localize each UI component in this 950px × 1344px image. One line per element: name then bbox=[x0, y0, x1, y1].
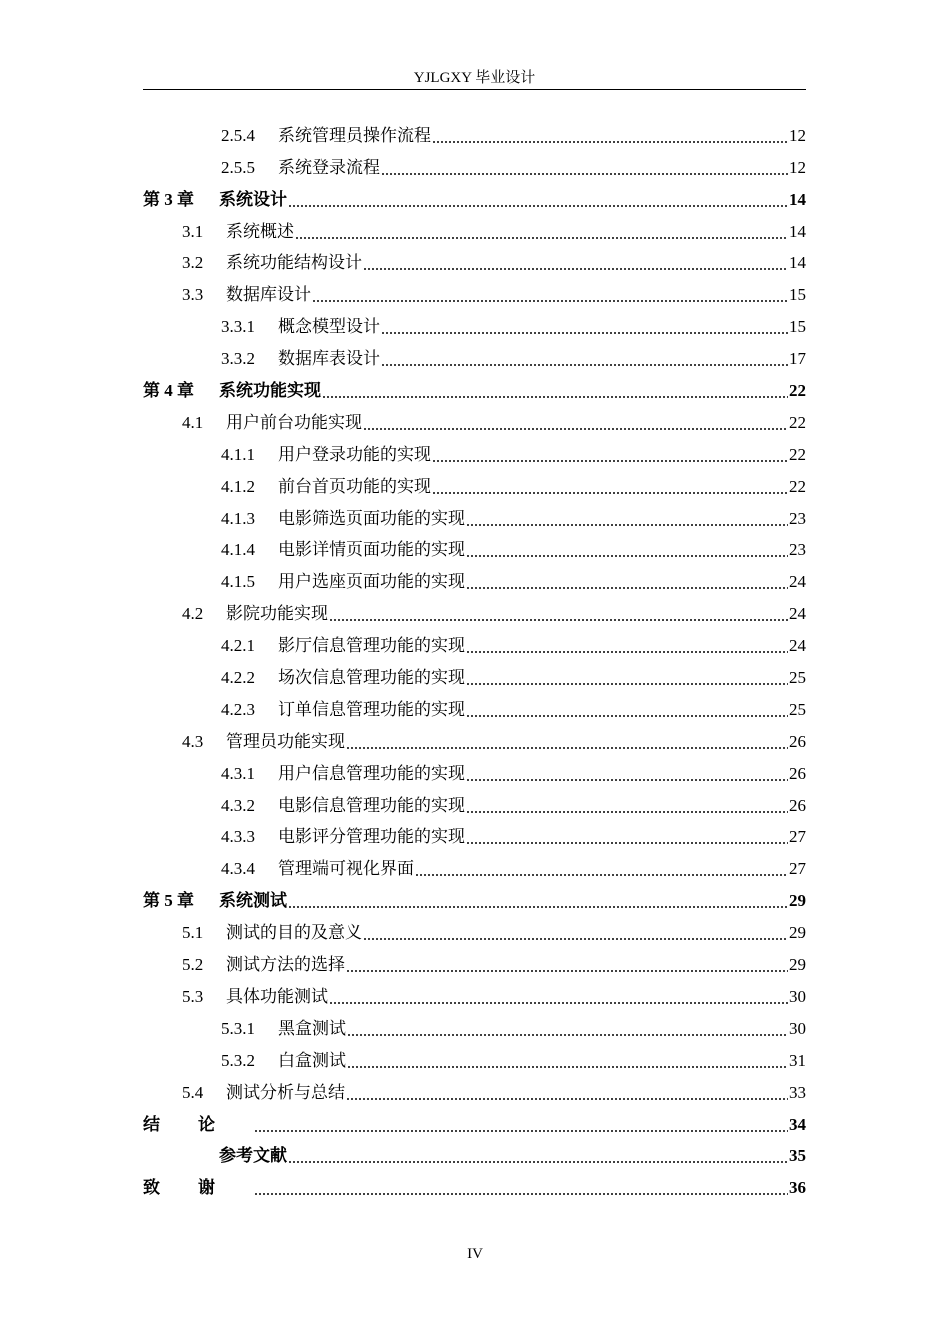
toc-entry-page: 22 bbox=[789, 412, 806, 432]
toc-entry-title: 具体功能测试 bbox=[226, 986, 328, 1006]
dot-leader bbox=[381, 332, 788, 334]
dot-leader bbox=[466, 524, 788, 526]
toc-entry-page: 27 bbox=[789, 859, 806, 879]
toc-entry[interactable] bbox=[143, 116, 806, 148]
toc-entry[interactable] bbox=[143, 531, 806, 563]
toc-entry-page: 24 bbox=[789, 604, 806, 624]
toc-entry[interactable] bbox=[143, 594, 806, 626]
toc-entry-page: 26 bbox=[789, 795, 806, 815]
dot-leader bbox=[363, 938, 788, 940]
toc-entry[interactable] bbox=[143, 467, 806, 499]
dot-leader bbox=[347, 1034, 788, 1036]
toc-entry-title: 系统设计 bbox=[219, 189, 287, 209]
toc-entry-page: 23 bbox=[789, 540, 806, 560]
toc-entry-title: 系统功能实现 bbox=[219, 381, 321, 401]
toc-entry-page: 30 bbox=[789, 1018, 806, 1038]
toc-entry-number: 2.5.5 bbox=[221, 157, 255, 177]
toc-entry-number: 4.2.1 bbox=[221, 636, 255, 656]
toc-entry-title: 系统登录流程 bbox=[278, 157, 380, 177]
toc-entry-number: 第 4 章 bbox=[143, 381, 194, 401]
toc-entry[interactable] bbox=[143, 1009, 806, 1041]
toc-entry-number: 5.2 bbox=[182, 955, 204, 975]
toc-entry-title: 电影评分管理功能的实现 bbox=[278, 827, 465, 847]
toc-entry[interactable] bbox=[143, 626, 806, 658]
toc-entry-page: 31 bbox=[789, 1050, 806, 1070]
toc-entry-title: 用户选座页面功能的实现 bbox=[278, 572, 465, 592]
toc-entry[interactable] bbox=[143, 1105, 806, 1137]
toc-entry[interactable] bbox=[143, 722, 806, 754]
toc-entry-page: 30 bbox=[789, 986, 806, 1006]
footer-page-number: IV bbox=[467, 1246, 483, 1262]
dot-leader bbox=[466, 811, 788, 813]
toc-entry-number: 3.3.2 bbox=[221, 349, 255, 369]
toc-entry[interactable] bbox=[143, 849, 806, 881]
toc-entry-title: 用户登录功能的实现 bbox=[278, 444, 431, 464]
toc-entry-number: 3.3 bbox=[182, 285, 204, 305]
toc-entry-title: 管理员功能实现 bbox=[226, 731, 345, 751]
toc-entry-number: 4.1.5 bbox=[221, 572, 255, 592]
dot-leader bbox=[254, 1130, 788, 1132]
dot-leader bbox=[466, 683, 788, 685]
toc-entry-page: 14 bbox=[789, 189, 806, 209]
toc-entry[interactable] bbox=[143, 754, 806, 786]
dot-leader bbox=[363, 268, 788, 270]
toc-entry-title: 电影详情页面功能的实现 bbox=[278, 540, 465, 560]
toc-entry-title: 管理端可视化界面 bbox=[278, 859, 414, 879]
toc-entry-number: 4.2 bbox=[182, 604, 204, 624]
toc-entry[interactable] bbox=[143, 690, 806, 722]
dot-leader bbox=[466, 779, 788, 781]
toc-entry-number: 5.1 bbox=[182, 923, 204, 943]
toc-entry-number: 4.1.4 bbox=[221, 540, 255, 560]
toc-entry[interactable] bbox=[143, 307, 806, 339]
dot-leader bbox=[466, 651, 788, 653]
dot-leader bbox=[346, 747, 788, 749]
toc-entry-number: 4.1.2 bbox=[221, 476, 255, 496]
toc-entry[interactable] bbox=[143, 562, 806, 594]
toc-entry[interactable] bbox=[143, 881, 806, 913]
dot-leader bbox=[347, 1066, 788, 1068]
dot-leader bbox=[381, 173, 788, 175]
toc-entry[interactable] bbox=[143, 1073, 806, 1105]
toc-entry-number: 5.4 bbox=[182, 1082, 204, 1102]
toc-entry[interactable] bbox=[143, 1137, 806, 1169]
toc-entry-number: 5.3.2 bbox=[221, 1050, 255, 1070]
toc-entry-number: 4.3 bbox=[182, 731, 204, 751]
dot-leader bbox=[466, 587, 788, 589]
toc-entry[interactable] bbox=[143, 977, 806, 1009]
toc-entry-number: 3.1 bbox=[182, 221, 204, 241]
toc-entry-page: 27 bbox=[789, 827, 806, 847]
toc-entry-page: 14 bbox=[789, 221, 806, 241]
toc-entry[interactable] bbox=[143, 1041, 806, 1073]
toc-entry-title: 致谢 bbox=[143, 1178, 253, 1198]
dot-leader bbox=[295, 237, 788, 239]
dot-leader bbox=[346, 970, 788, 972]
toc-entry[interactable] bbox=[143, 180, 806, 212]
toc-entry-page: 29 bbox=[789, 891, 806, 911]
toc-entry-page: 26 bbox=[789, 731, 806, 751]
toc-entry-number: 4.2.3 bbox=[221, 699, 255, 719]
toc-entry-page: 25 bbox=[789, 668, 806, 688]
toc-entry[interactable] bbox=[143, 658, 806, 690]
toc-entry-page: 12 bbox=[789, 125, 806, 145]
dot-leader bbox=[288, 906, 788, 908]
toc-entry[interactable] bbox=[143, 244, 806, 276]
toc-entry-title: 系统功能结构设计 bbox=[226, 253, 362, 273]
toc-entry-page: 17 bbox=[789, 349, 806, 369]
toc-entry-number: 2.5.4 bbox=[221, 125, 255, 145]
toc-entry[interactable] bbox=[143, 818, 806, 850]
toc-entry-title: 订单信息管理功能的实现 bbox=[278, 699, 465, 719]
toc-entry[interactable] bbox=[143, 371, 806, 403]
dot-leader bbox=[432, 460, 788, 462]
toc-entry-page: 23 bbox=[789, 508, 806, 528]
dot-leader bbox=[466, 555, 788, 557]
dot-leader bbox=[288, 205, 788, 207]
page-header bbox=[143, 68, 806, 90]
toc-entry-page: 15 bbox=[789, 285, 806, 305]
dot-leader bbox=[346, 1098, 788, 1100]
toc-entry-title: 白盒测试 bbox=[278, 1050, 346, 1070]
toc-entry-title: 系统管理员操作流程 bbox=[278, 125, 431, 145]
toc-entry-title: 数据库表设计 bbox=[278, 349, 380, 369]
toc-entry-title: 概念模型设计 bbox=[278, 317, 380, 337]
toc-entry-title: 影厅信息管理功能的实现 bbox=[278, 636, 465, 656]
toc-entry-number: 4.1.3 bbox=[221, 508, 255, 528]
toc-entry-title: 电影信息管理功能的实现 bbox=[278, 795, 465, 815]
toc-entry-page: 24 bbox=[789, 636, 806, 656]
toc-entry-page: 35 bbox=[789, 1146, 806, 1166]
toc-entry-page: 33 bbox=[789, 1082, 806, 1102]
toc-entry-title: 影院功能实现 bbox=[226, 604, 328, 624]
toc-entry[interactable] bbox=[143, 339, 806, 371]
toc-entry-number: 4.1.1 bbox=[221, 444, 255, 464]
toc-entry[interactable] bbox=[143, 435, 806, 467]
toc-entry-page: 22 bbox=[789, 381, 806, 401]
toc-entry-page: 14 bbox=[789, 253, 806, 273]
toc-entry-title: 系统测试 bbox=[219, 891, 287, 911]
dot-leader bbox=[432, 141, 788, 143]
toc-entry[interactable] bbox=[143, 275, 806, 307]
toc-entry[interactable] bbox=[143, 1168, 806, 1200]
toc-entry-page: 24 bbox=[789, 572, 806, 592]
toc-entry-page: 22 bbox=[789, 444, 806, 464]
dot-leader bbox=[322, 396, 788, 398]
dot-leader bbox=[466, 842, 788, 844]
toc-entry-page: 36 bbox=[789, 1178, 806, 1198]
toc-entry[interactable] bbox=[143, 499, 806, 531]
dot-leader bbox=[288, 1161, 788, 1163]
dot-leader bbox=[415, 874, 788, 876]
toc-entry-title: 场次信息管理功能的实现 bbox=[278, 668, 465, 688]
dot-leader bbox=[432, 492, 788, 494]
page-footer bbox=[0, 1246, 950, 1263]
dot-leader bbox=[381, 364, 788, 366]
toc-entry-page: 25 bbox=[789, 699, 806, 719]
toc-entry-title: 电影筛选页面功能的实现 bbox=[278, 508, 465, 528]
toc-entry-page: 26 bbox=[789, 763, 806, 783]
toc-entry-title: 测试分析与总结 bbox=[226, 1082, 345, 1102]
toc-entry-page: 22 bbox=[789, 476, 806, 496]
dot-leader bbox=[329, 1002, 788, 1004]
toc-entry[interactable] bbox=[143, 403, 806, 435]
toc-entry[interactable] bbox=[143, 945, 806, 977]
toc-entry-page: 15 bbox=[789, 317, 806, 337]
toc-entry[interactable] bbox=[143, 212, 806, 244]
toc-entry-page: 29 bbox=[789, 955, 806, 975]
toc-entry-number: 4.3.4 bbox=[221, 859, 255, 879]
toc-entry-number: 3.2 bbox=[182, 253, 204, 273]
table-of-contents bbox=[143, 116, 806, 1200]
toc-entry-number: 第 3 章 bbox=[143, 189, 194, 209]
toc-entry-title: 用户前台功能实现 bbox=[226, 412, 362, 432]
toc-entry-title: 测试的目的及意义 bbox=[226, 923, 362, 943]
toc-entry-page: 12 bbox=[789, 157, 806, 177]
toc-entry-number: 4.2.2 bbox=[221, 668, 255, 688]
toc-entry-number: 4.3.3 bbox=[221, 827, 255, 847]
toc-entry[interactable] bbox=[143, 148, 806, 180]
toc-entry-page: 34 bbox=[789, 1114, 806, 1134]
toc-entry-number: 3.3.1 bbox=[221, 317, 255, 337]
toc-entry-title: 结论 bbox=[143, 1114, 253, 1134]
header-title: YJLGXY 毕业设计 bbox=[413, 70, 536, 86]
toc-entry-number: 5.3.1 bbox=[221, 1018, 255, 1038]
dot-leader bbox=[254, 1193, 788, 1195]
toc-entry-number: 5.3 bbox=[182, 986, 204, 1006]
toc-entry-title: 系统概述 bbox=[226, 221, 294, 241]
dot-leader bbox=[466, 715, 788, 717]
toc-entry[interactable] bbox=[143, 913, 806, 945]
toc-entry-title: 前台首页功能的实现 bbox=[278, 476, 431, 496]
toc-entry-number: 4.3.2 bbox=[221, 795, 255, 815]
toc-entry-title: 测试方法的选择 bbox=[226, 955, 345, 975]
dot-leader bbox=[329, 619, 788, 621]
toc-entry-title: 黑盒测试 bbox=[278, 1018, 346, 1038]
toc-entry-number: 第 5 章 bbox=[143, 891, 194, 911]
toc-entry-number: 4.1 bbox=[182, 412, 204, 432]
dot-leader bbox=[312, 300, 788, 302]
toc-entry-number: 4.3.1 bbox=[221, 763, 255, 783]
dot-leader bbox=[363, 428, 788, 430]
toc-entry[interactable] bbox=[143, 786, 806, 818]
toc-entry-title: 参考文献 bbox=[219, 1146, 287, 1166]
toc-entry-title: 用户信息管理功能的实现 bbox=[278, 763, 465, 783]
toc-entry-page: 29 bbox=[789, 923, 806, 943]
toc-entry-title: 数据库设计 bbox=[226, 285, 311, 305]
